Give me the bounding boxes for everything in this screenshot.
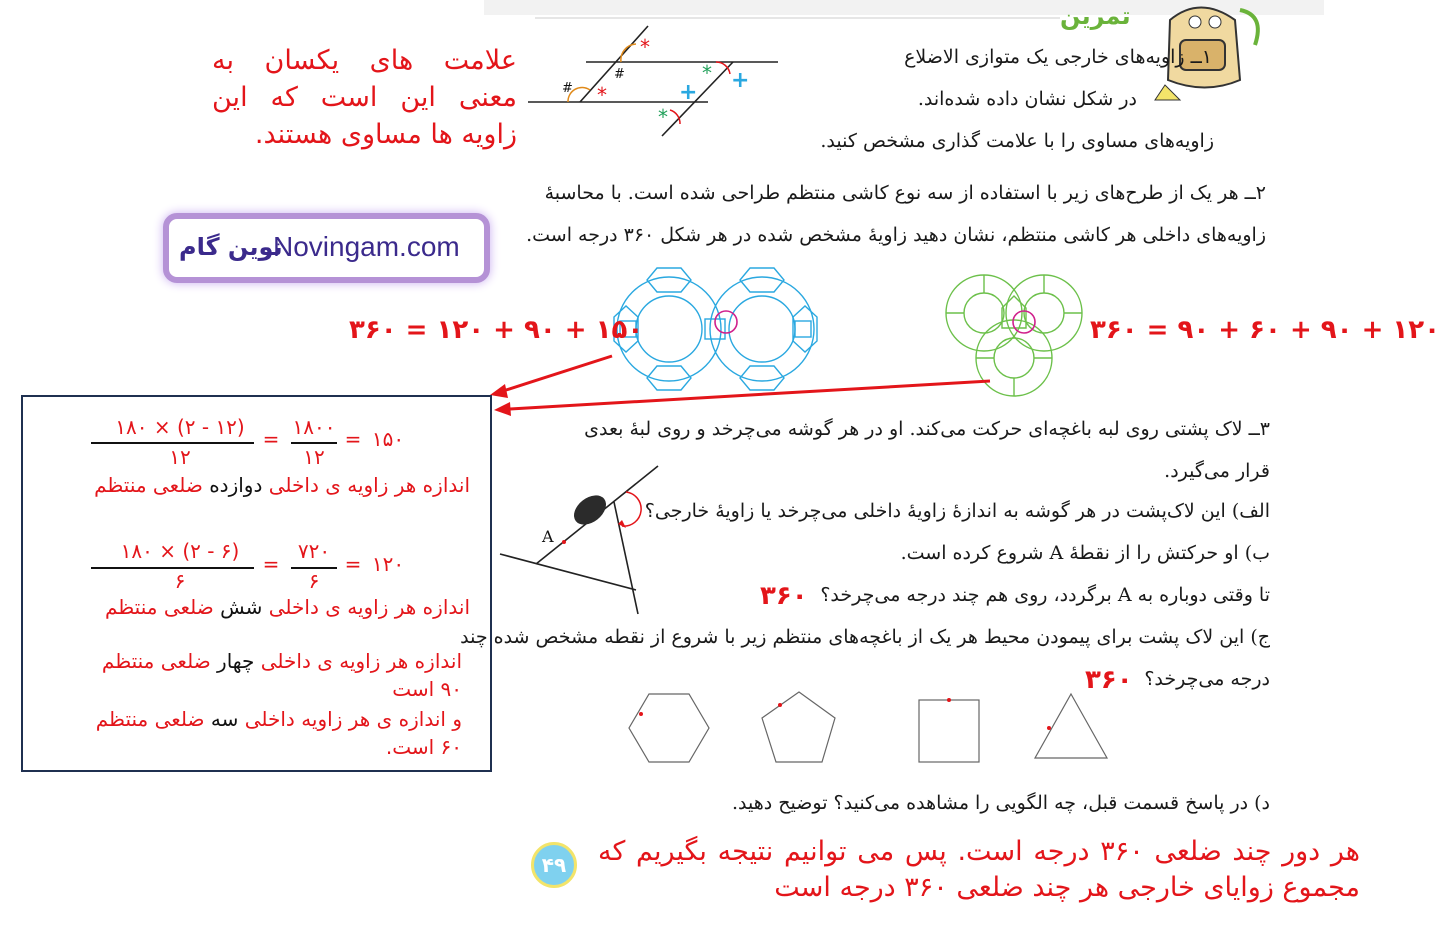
bottom-note: هر دور چند ضلعی ۳۶۰ درجه است. پس می توانیم نتیجه بگیریم که مجموع زوایای خارجی هر چند ضلعی ۳۶۰ درجه است — [598, 836, 1360, 903]
turtle-garden-diagram — [498, 462, 668, 620]
q2-line-2: زاویه‌های داخلی هر کاشی منتظم، نشان دهید زاویهٔ مشخص شده در هر شکل ۳۶۰ درجه است. — [526, 224, 1266, 246]
q3-line-1: ۳ــ لاک پشتی روی لبه باغچه‌ای حرکت می‌کند. او در هر گوشه می‌چرخد و روی لبهٔ بعدی — [584, 418, 1270, 440]
equals-sign: = — [344, 552, 362, 576]
q3-part-alef: الف) این لاک‌پشت در هر گوشه به اندازهٔ زاویهٔ داخلی می‌چرخد یا زاویهٔ خارجی؟ — [644, 500, 1270, 522]
q3-part-dal: د) در پاسخ قسمت قبل، چه الگویی را مشاهده می‌کنید؟ توضیح دهید. — [731, 792, 1270, 814]
exercise-title: تمرین — [1060, 2, 1131, 30]
fraction2-denominator-2: ۶ — [308, 569, 320, 593]
box-line-1: اندازه هر زاویه ی داخلی دوازده ضلعی منتظم — [94, 473, 470, 497]
star-mark: * — [597, 83, 607, 107]
fraction1-numerator-2: ۱۸۰۰ — [292, 415, 336, 439]
equation-right: ۱۲۰ + ۹۰ + ۶۰ + ۹۰ = ۳۶۰ — [1090, 315, 1441, 345]
q3-part-be-1: ب) او حرکتش را از نقطهٔ A شروع کرده است. — [900, 542, 1270, 564]
equals-sign: = — [262, 427, 280, 451]
hash-mark: # — [614, 67, 625, 82]
fraction2-result: ۱۲۰ — [371, 552, 405, 576]
q3-part-jim-1: ج) این لاک پشت برای پیمودن محیط هر یک از باغچه‌های منتظم زیر با شروع از نقطه مشخص شده چند — [460, 626, 1270, 648]
pentagon-shape — [762, 692, 835, 762]
fraction2-numerator-2: ۷۲۰ — [297, 539, 331, 563]
q3-part-jim-2: درجه می‌چرخد؟ — [1144, 668, 1270, 690]
fraction2-numerator: ۱۸۰ × (۲ - ۶) — [120, 539, 240, 563]
plus-mark: + — [679, 80, 698, 105]
star-mark: * — [702, 61, 712, 85]
star-mark: * — [640, 35, 650, 59]
fraction1-result: ۱۵۰ — [371, 427, 405, 451]
fraction1-denominator-2: ۱۲ — [303, 445, 325, 469]
hexagon-shape — [629, 694, 709, 762]
square-shape — [919, 700, 979, 762]
q1-line-2: در شکل نشان داده شده‌اند. — [917, 88, 1137, 110]
q1-line-1: ۱ــ زاویه‌های خارجی یک متوازی الاضلاع — [904, 46, 1212, 68]
point-a-label: A — [542, 527, 554, 546]
plus-mark: + — [731, 68, 750, 93]
equation-left: ۱۵۰ + ۹۰ + ۱۲۰ = ۳۶۰ — [349, 315, 644, 345]
star-mark: * — [658, 105, 668, 129]
box-line-3: اندازه هر زاویه ی داخلی چهار ضلعی منتظم — [101, 649, 462, 673]
box-line-3b: ۹۰ است — [392, 677, 462, 701]
equals-sign: = — [262, 552, 280, 576]
fraction1-bar — [91, 442, 254, 444]
turtle-icon — [568, 489, 611, 530]
q3-line-2: قرار می‌گیرد. — [1164, 460, 1270, 482]
hash-mark: # — [562, 81, 573, 96]
box-line-2: اندازه هر زاویه ی داخلی شش ضلعی منتظم — [104, 595, 470, 619]
logo-text-fa: نوین گام — [179, 233, 283, 261]
arrow-right — [510, 381, 990, 409]
arrow-left — [503, 356, 612, 391]
q2-line-1: ۲ــ هر یک از طرح‌های زیر با استفاده از سه نوع کاشی منتظم طراحی شده است. با محاسبهٔ — [544, 182, 1266, 204]
box-line-4: و اندازه ی هر زاویه داخلی سه ضلعی منتظم — [95, 707, 462, 731]
logo-text-en: Novingam.com — [273, 231, 460, 262]
q3-part-be-2: تا وقتی دوباره به A برگردد، روی هم چند درجه می‌چرخد؟ — [820, 584, 1270, 606]
fraction1-bar-2 — [291, 442, 337, 444]
fraction1-denominator: ۱۲ — [169, 445, 191, 469]
be-answer: ۳۶۰ — [760, 581, 808, 611]
annotation-note: علامت های یکسان به معنی این است که این زاویه ها مساوی هستند. — [212, 45, 517, 150]
page-number-badge: ۴۹ — [531, 842, 577, 888]
box-line-4b: ۶۰ است. — [385, 735, 462, 759]
fraction2-denominator: ۶ — [174, 569, 186, 593]
triangle-shape — [1035, 694, 1107, 758]
regular-polygons — [625, 690, 1115, 770]
calculation-box — [21, 395, 492, 772]
equals-sign: = — [344, 427, 362, 451]
jim-answer: ۳۶۰ — [1085, 665, 1133, 695]
fraction1-numerator: ۱۸۰ × (۲ - ۱۲) — [115, 415, 245, 439]
q1-line-3: زاویه‌های مساوی را با علامت گذاری مشخص کنید. — [820, 130, 1214, 152]
